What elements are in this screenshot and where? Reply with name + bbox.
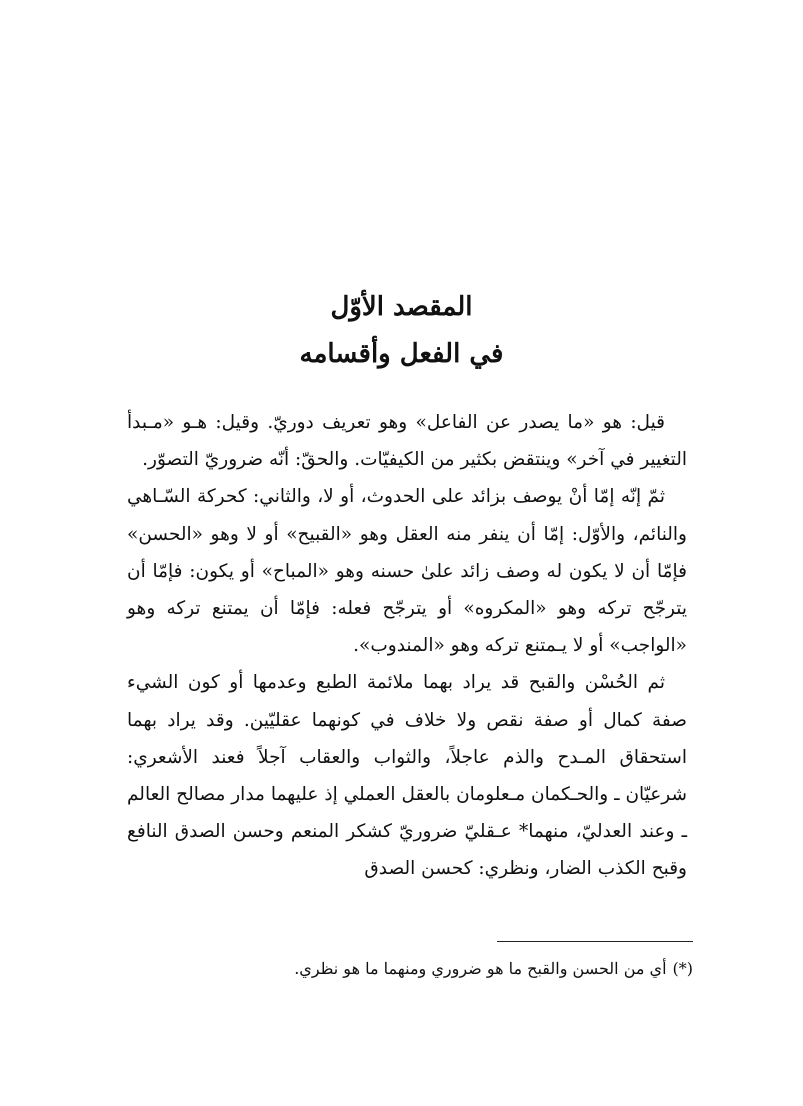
body-text	[127, 404, 687, 888]
footnote-text: أي من الحسن والقبح ما هو ضروري ومنهما ما هو نظري.	[294, 959, 667, 978]
footnote-divider	[497, 941, 693, 942]
paragraph-divisions: ثمّ إنّه إمّا أنْ يوصف بزائد على الحدوث، أو لا، والثاني: كحركة السّـاهي والنائم، والأوّل: إمّا أن ينفر منه العقل وهو «القبيح» أو لا وهو «الحسن» فإمّا أن لا يكون له وصف زائد علىٰ حسنه وهو «المباح» أو يكون: فإمّا أن يترجّح تركه وهو «المكروه» أو يترجّح فعله: فإمّا أن يمتنع تركه وهو «الواجب» أو لا يـمتنع تركه وهو «المندوب».	[127, 486, 687, 657]
section-title: المقصد الأوّل	[330, 292, 473, 322]
footnote-marker: (*)	[672, 959, 693, 978]
section-subtitle: في الفعل وأقسامه	[299, 339, 504, 369]
paragraph-good-and-bad: ثم الحُسْن والقبح قد يراد بهما ملائمة الطبع وعدمها أو كون الشيء صفة كمال أو صفة نقص ولا خلاف في كونهما عقليّين. وقد يراد بهما استحقاق المـدح والذم عاجلاً، والثواب والعقاب آجلاً فعند الأشعري: شرعيّان ـ والحـكمان مـعلومان بالعقل العملي إذ عليهما مدار مصالح العالم ـ وعند العدليّ، منهما* عـقليّ ضروريّ كشكر المنعم وحسن الصدق النافع وقبح الكذب الضار، ونظري: كحسن الصدق	[127, 672, 687, 880]
footnote	[127, 955, 693, 983]
paragraph-definition: قيل: هو «ما يصدر عن الفاعل» وهو تعريف دوريّ. وقيل: هـو «مـبدأ التغيير في آخر» وينتقض بكثير من الكيفيّات. والحقّ: أنّه ضروريّ التصوّر.	[127, 412, 687, 471]
